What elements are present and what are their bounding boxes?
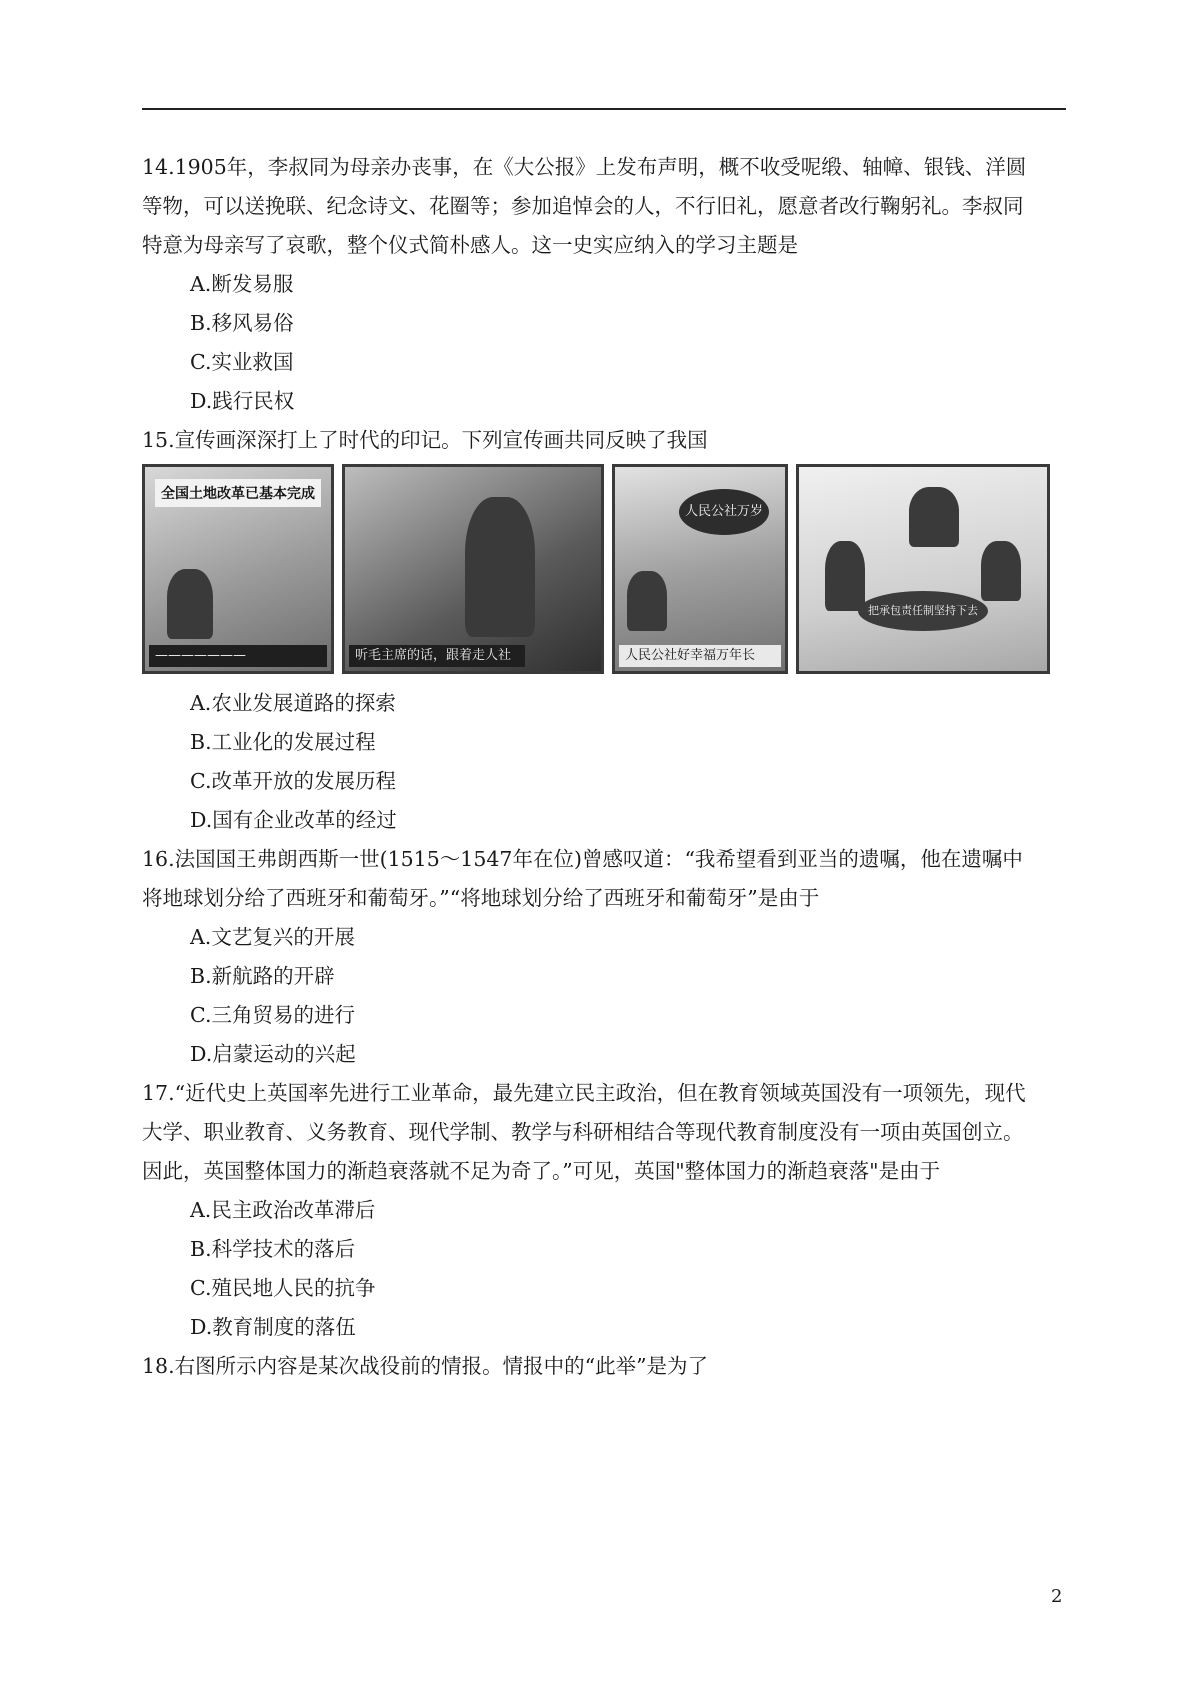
cartoon-figure	[909, 487, 959, 547]
option-b: B.科学技术的落后	[190, 1237, 356, 1261]
question-14-line: 14.1905年，李叔同为母亲办丧事，在《大公报》上发布声明，概不收受呢缎、轴幛、银钱、洋圆	[142, 155, 1027, 179]
option-c: C.殖民地人民的抗争	[190, 1276, 376, 1300]
exam-page	[142, 148, 1066, 1386]
question-14	[142, 148, 1066, 421]
option-a: A.断发易服	[190, 272, 294, 296]
cartoon-figure	[825, 541, 865, 611]
option-d: D.践行民权	[190, 389, 295, 413]
option-a: A.民主政治改革滞后	[190, 1198, 376, 1222]
poster-caption: ———————	[149, 645, 327, 667]
question-17-line: 因此，英国整体国力的渐趋衰落就不足为奇了。”可见，英国"整体国力的渐趋衰落"是由于	[142, 1159, 941, 1183]
option-b: B.移风易俗	[190, 311, 294, 335]
option-a: A.文艺复兴的开展	[190, 925, 355, 949]
header-rule	[142, 108, 1066, 110]
propaganda-posters	[142, 464, 1066, 678]
option-b: B.新航路的开辟	[190, 964, 335, 988]
option-c: C.三角贸易的进行	[190, 1003, 355, 1027]
question-16-line: 将地球划分给了西班牙和葡萄牙。”“将地球划分给了西班牙和葡萄牙”是由于	[142, 886, 820, 910]
page-number: 2	[1051, 1586, 1063, 1607]
question-15	[142, 421, 1066, 840]
question-14-line: 等物，可以送挽联、纪念诗文、花圈等；参加追悼会的人，不行旧礼，愿意者改行鞠躬礼。李叔同	[142, 194, 1024, 218]
option-d: D.启蒙运动的兴起	[190, 1042, 356, 1066]
poster-peoples-commune	[612, 464, 788, 674]
option-a: A.农业发展道路的探索	[190, 691, 396, 715]
option-c: C.改革开放的发展历程	[190, 769, 396, 793]
farmer-figure	[167, 569, 213, 639]
option-c: C.实业救国	[190, 350, 294, 374]
poster-responsibility-system	[796, 464, 1050, 674]
poster-caption: 听毛主席的话，跟着走人社	[349, 645, 525, 667]
worker-figure	[465, 497, 535, 637]
question-17-line: 17.“近代史上英国率先进行工业革命，最先建立民主政治，但在教育领域英国没有一项领先，现代	[142, 1081, 1026, 1105]
question-15-line: 15.宣传画深深打上了时代的印记。下列宣传画共同反映了我国	[142, 428, 708, 452]
question-18	[142, 1347, 1066, 1386]
poster-join-commune	[342, 464, 604, 674]
question-16	[142, 840, 1066, 1074]
poster-title: 全国土地改革已基本完成	[155, 479, 321, 507]
cartoon-figure	[981, 541, 1021, 601]
option-d: D.教育制度的落伍	[190, 1315, 356, 1339]
question-14-line: 特意为母亲写了哀歌，整个仪式简朴感人。这一史实应纳入的学习主题是	[142, 233, 798, 257]
poster-caption: 人民公社好幸福万年长	[619, 645, 781, 667]
poster-land-reform	[142, 464, 334, 674]
option-d: D.国有企业改革的经过	[190, 808, 397, 832]
poster-drum: 把承包责任制坚持下去	[858, 591, 988, 631]
question-18-line: 18.右图所示内容是某次战役前的情报。情报中的“此举”是为了	[142, 1354, 709, 1378]
question-17-line: 大学、职业教育、义务教育、现代学制、教学与科研相结合等现代教育制度没有一项由英国创立。	[142, 1120, 1024, 1144]
option-b: B.工业化的发展过程	[190, 730, 376, 754]
question-16-line: 16.法国国王弗朗西斯一世(1515～1547年在位)曾感叹道：“我希望看到亚当的遗嘱，他在遗嘱中	[142, 847, 1023, 871]
poster-balloon: 人民公社万岁	[679, 489, 769, 535]
crowd-figure	[627, 571, 667, 631]
question-17	[142, 1074, 1066, 1347]
